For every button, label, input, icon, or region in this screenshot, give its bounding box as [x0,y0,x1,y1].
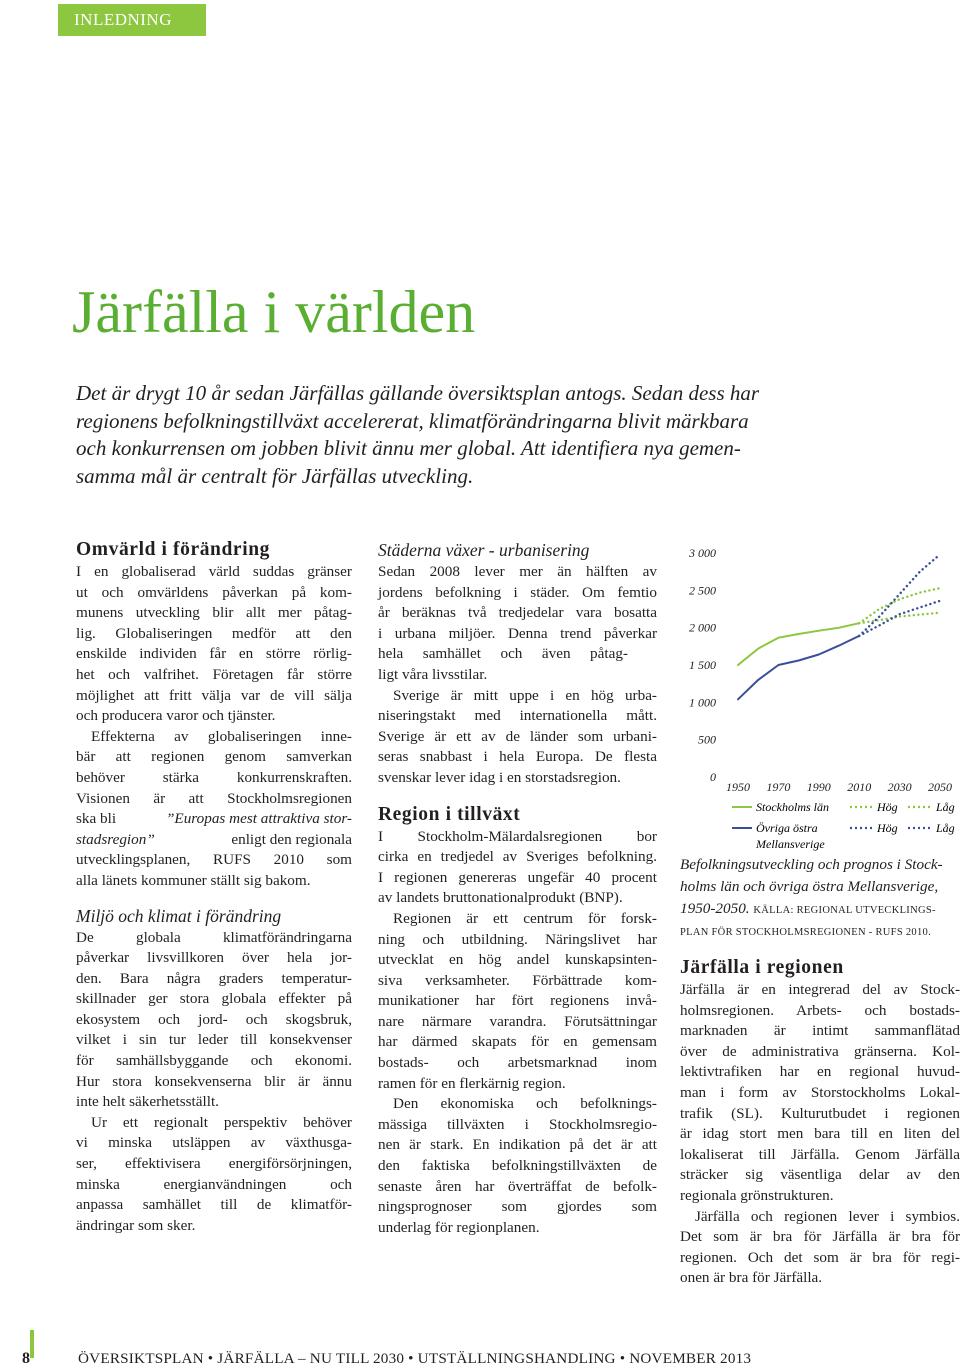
text-line: Järfälla är en integrerad del av Stock- [680,981,960,998]
text-line: skillnader ger stora globala effekter på [76,990,352,1008]
x-tick-label: 1970 [766,780,791,794]
text-line: alla länets kommuner ställt sig bakom. [76,871,311,889]
legend-label-ovriga: Övriga östra [756,821,818,835]
y-tick-label: 500 [698,732,716,747]
legend-lag-label: Låg [936,800,955,814]
text-line: regionala grönstrukturen. [680,1186,834,1204]
heading-staderna: Städerna växer - urbanisering [378,540,590,560]
series-line-3 [738,636,859,699]
text-line: holmsregionen. Arbets- och bostads- [680,1001,960,1019]
text-line: ekosystem och jord- och skogsbruk, [76,1010,352,1028]
text-line: i urbana miljöer. Denna trend påverkar [378,624,657,642]
text-line: för samhällsbyggande och ekonomi. [76,1052,352,1070]
y-tick-label: 1 500 [689,658,716,672]
text-line: utvecklat en hög andel kunskapsinten- [378,951,657,969]
footer-divider [30,1330,34,1358]
intro-line: Det är drygt 10 år sedan Järfällas gällande översiktsplan antogs. Sedan dess har [76,381,760,405]
intro-line: och konkurrensen om jobben blivit ännu mer global. Att identifiera nya gemen- [76,436,741,460]
text-line: lig. Globaliseringen medför att den [76,624,352,642]
legend-hog-label-2: Hög [877,821,898,835]
paragraph [76,1113,352,1237]
caption-years: 1950-2050. [680,900,750,917]
chart-legend [732,800,955,851]
text-line: Sverige är ett av de länder som urbani- [378,727,657,745]
text-line: möjlighet att fritt välja var de vill sälja [76,686,352,704]
paragraph [76,562,352,727]
text-line: regionen. Och det som är bra för regi- [680,1248,960,1266]
text-line: marknaden är intimt sammanflätad [680,1022,960,1040]
y-tick-label: 3 000 [689,546,716,560]
legend-label-ovriga-2: Mellansverige [756,837,825,851]
text-line: utvecklingsplanen, RUFS 2010 som [76,851,352,869]
text-line: sträcker sig väsentliga delar av den [680,1166,960,1184]
text-line: behöver stärka konkurrenskraften. [76,768,352,786]
text-line [76,809,352,830]
text-line: munikationer har fört regionens invå- [378,992,657,1010]
y-tick-label: 0 [710,770,716,784]
text-line: Hur stora konsekvenserna blir är ännu [76,1072,352,1090]
paragraph [378,562,657,686]
text-line: Den ekonomiska och befolknings- [393,1095,657,1113]
x-tick-label: 1990 [806,780,831,794]
text-line: Regionen är ett centrum för forsk- [393,909,657,927]
heading-omvarld: Omvärld i förändring [76,539,271,560]
text-span-italic: ”Europas mest attraktiva stor- [165,810,352,828]
paragraph [378,827,657,909]
paragraph [378,1094,657,1238]
paragraph [680,1207,960,1289]
text-line: bär att regionen genom samverkan [76,748,352,766]
chart-caption [680,854,960,944]
text-line: påverkar livsvillkoren över hela jor- [76,949,352,967]
text-line: över de administrativa gränserna. Kol- [680,1042,960,1060]
text-line: seras snabbast i hela Europa. De flesta [378,748,657,766]
text-line: svenskar lever idag i en storstadsregion. [378,768,621,786]
y-axis-ticks [688,546,716,784]
paragraph [76,727,352,892]
text-line: den faktiska befolkningstillväxten de [378,1157,657,1175]
legend-hog-label: Hög [877,800,898,814]
text-line: inte helt säkerhetsställt. [76,1093,219,1111]
text-line: Visionen är att Stockholmsregionen [76,789,352,807]
text-line: Det som är bra för Järfälla är bra för [680,1228,960,1246]
caption-source: PLAN FÖR STOCKHOLMSREGIONEN - RUFS 2010. [680,927,932,938]
text-line [76,830,352,851]
text-line: ligt våra livsstilar. [378,665,488,683]
text-line: De globala klimatförändringarna [76,928,352,946]
text-span: enligt den regionala [231,830,352,848]
text-line: underlag för regionplanen. [378,1218,540,1236]
text-line: och producera varor och tjänster. [76,707,276,725]
y-tick-label: 2 500 [689,583,716,598]
text-line: niseringstakt med internationella mått. [378,707,657,725]
caption-line: holms län och övriga östra Mellansverige, [680,878,939,895]
text-line: I en globaliserad värld suddas gränser [76,563,352,580]
text-line: ändringar som sker. [76,1216,196,1234]
text-line: enskilde individen får en större rörlig- [76,645,352,663]
text-line: Järfälla och regionen lever i symbios. [695,1207,960,1225]
column-3 [680,956,960,1289]
text-line: I Stockholm-Mälardalsregionen bor [378,827,657,845]
text-line: anpassa samhället till de klimatför- [76,1196,352,1214]
text-span: ska bli [76,810,117,828]
paragraph [680,980,960,1207]
text-line: I regionen genereras ungefär 40 procent [378,868,657,886]
paragraph [378,909,657,1094]
text-line: lokaliserat till Järfälla. Genom Järfälla [680,1145,960,1163]
caption-source: KÄLLA: REGIONAL UTVECKLINGS- [753,905,936,916]
text-line: av landets bruttonationalprodukt (BNP). [378,889,623,907]
page-number: 8 [22,1350,30,1367]
text-line: ning och utbildning. Näringslivet har [378,930,657,948]
intro-paragraph [76,380,944,490]
text-line: cirka en tredjedel av Sveriges befolkning. [378,848,657,866]
heading-region: Region i tillväxt [378,803,521,825]
text-line: mässiga tillväxten i Stockholmsregio- [378,1115,657,1133]
text-line: har därmed skapats för en gemensam [378,1033,657,1051]
x-tick-label: 1950 [726,780,750,794]
text-span-italic: stadsregion” [76,830,155,848]
column-2 [378,538,657,1238]
y-tick-label: 2 000 [689,620,716,635]
text-line: vilket i sin tur leder till konsekvenser [76,1031,352,1049]
text-line: nen är stark. En indikation på det är att [378,1136,657,1154]
text-line: senaste åren har överträffat de befolk- [378,1177,657,1195]
paragraph [76,928,352,1113]
text-line: vi minska utsläppen av växthusga- [76,1134,352,1152]
heading-jarfalla-regionen: Järfälla i regionen [680,957,844,978]
page-title: Järfälla i världen [72,279,476,345]
text-line: man i form av Storstockholms Lokal- [680,1083,960,1101]
text-line: ningsprognoser som gjordes som [378,1198,657,1216]
text-line: Sedan 2008 lever mer än hälften av [378,563,657,580]
paragraph [378,686,657,789]
text-line: den. Bara några graders temperatur- [76,969,352,987]
text-line: het och valfrihet. Företagen får större [76,665,352,683]
intro-line: samma mål är centralt för Järfällas utveckling. [76,463,474,488]
chart-series [738,555,940,700]
column-1 [76,538,352,1236]
x-tick-label: 2010 [847,780,872,794]
footer-text: ÖVERSIKTSPLAN • JÄRFÄLLA – NU TILL 2030 • UTSTÄLLNINGSHANDLING • NOVEMBER 2013 [78,1350,752,1367]
text-line: nare närmare varandra. Förutsättningar [378,1012,657,1030]
series-line-4 [859,555,940,636]
text-line: onen är bra för Järfälla. [680,1269,823,1287]
y-tick-label: 1 000 [689,695,716,710]
heading-miljo: Miljö och klimat i förändring [76,905,282,926]
text-line: är idag stort men bara till en liten del [680,1125,960,1143]
text-line: lektivtrafiken har en regional huvud- [680,1063,960,1081]
caption-line: Befolkningsutveckling och prognos i Stock- [680,856,943,873]
text-line: munens utveckling blir allt mer påtag- [76,604,352,622]
text-line: ramen för en flerkärnig region. [378,1074,566,1092]
text-line: siva verksamheter. Förbättrade kom- [378,971,657,989]
series-line-5 [859,601,940,636]
x-tick-label: 2030 [887,780,912,794]
text-line: bostads- och arbetsmarknad inom [378,1054,657,1072]
text-line: Ur ett regionalt perspektiv behöver [91,1113,352,1131]
legend-lag-label-2: Låg [936,821,955,835]
text-line: ut och omvärldens påverkan på kom- [76,583,352,601]
text-line: hela samhället och även påtag- [378,645,628,663]
caption-line [680,898,960,922]
legend-label-stockholm: Stockholms län [756,800,829,814]
text-line: ser, effektivisera energiförsörjningen, [76,1155,352,1173]
x-tick-label: 2050 [928,780,952,794]
x-axis-ticks [726,780,952,794]
text-line: Sverige är mitt uppe i en hög urba- [393,686,657,704]
population-chart [670,540,960,852]
section-tag: INLEDNING [58,4,206,36]
text-line: jordens befolkning i städer. Om femtio [378,583,657,601]
intro-line: regionens befolkningstillväxt accelererat, klimatförändringarna blivit märkbara [76,408,749,433]
text-line: Effekterna av globaliseringen inne- [91,727,352,745]
text-line: år beräknas två tredjedelar vara bosatta [378,604,657,622]
text-line: minska energianvändningen och [76,1175,352,1193]
text-line: trafik (SL). Kulturutbudet i regionen [680,1104,960,1122]
